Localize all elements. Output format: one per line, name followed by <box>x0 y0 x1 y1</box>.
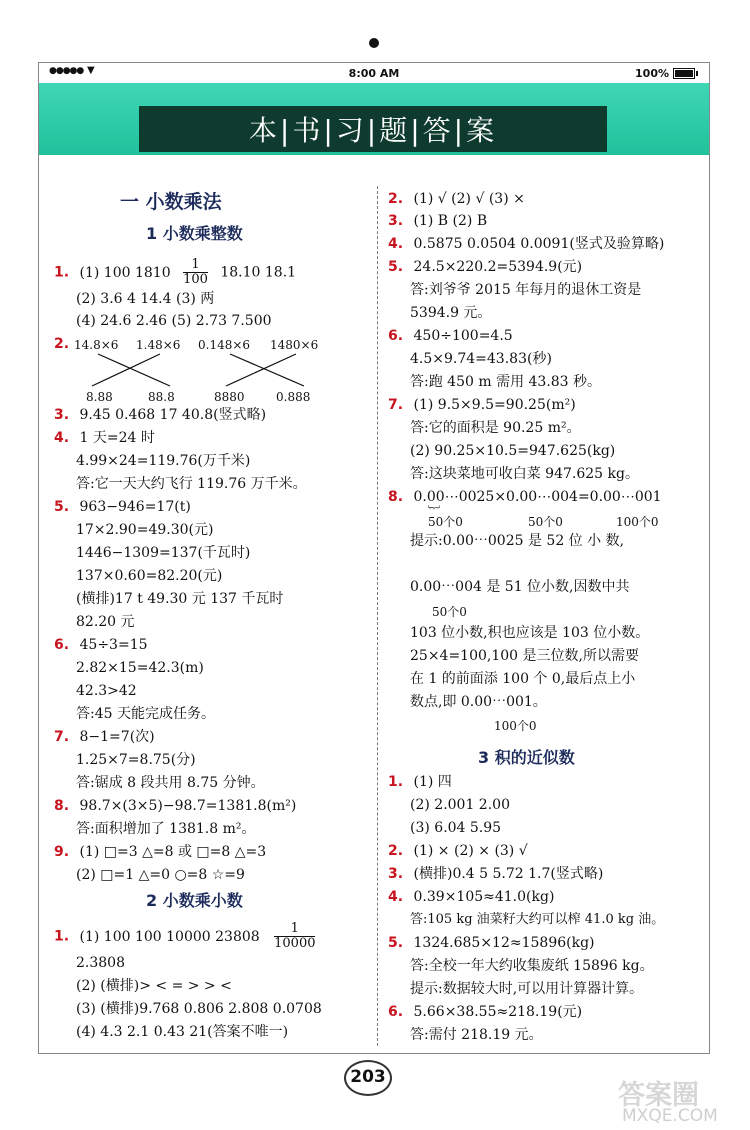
r5-line3: 5394.9 元。 <box>410 305 492 321</box>
fraction-denominator: 100 <box>183 272 208 287</box>
question-number: 1. <box>54 264 70 281</box>
fraction-1-10000 <box>274 922 315 951</box>
q6-line4: 答:45 天能完成任务。 <box>76 706 215 722</box>
q5-line4: 137×0.60=82.20(元) <box>76 568 223 584</box>
q2-matching-lines <box>70 352 330 388</box>
q1-line1 <box>54 258 296 287</box>
q1-line2: (2) 3.6 4 14.4 (3) 两 <box>76 291 215 307</box>
q5-line5: (横排)17 t 49.30 元 137 千瓦时 <box>76 591 284 607</box>
r6-line3: 答:跑 450 m 需用 43.83 秒。 <box>410 374 602 390</box>
r8-brace-5: 100个0 <box>494 719 537 733</box>
q6-line2: 2.82×15=42.3(m) <box>76 660 204 676</box>
brace-label: ︸ <box>428 505 441 519</box>
q5-line1: 5. 963−946=17(t) <box>54 499 191 515</box>
s3-q5-line3: 提示:数据较大时,可以用计算器计算。 <box>410 981 644 997</box>
q7-line2: 1.25×7=8.75(分) <box>76 752 196 768</box>
q2-top-2: 0.148×6 <box>198 338 251 352</box>
q5-line3: 1446−1309=137(千瓦时) <box>76 545 251 561</box>
s3-q3-line: 3. (横排)0.4 5 5.72 1.7(竖式略) <box>388 866 604 882</box>
q7-line3: 答:锯成 8 段共用 8.75 分钟。 <box>76 775 265 791</box>
s3-q1-line3: (3) 6.04 5.95 <box>410 820 502 836</box>
s2-q1-line1: 1. (1) 100 100 10000 $23808 \frac{1}{10000}$ <box>54 921 316 951</box>
r2-line: 2. (1) √ (2) √ (3) × <box>388 191 525 207</box>
r7-line4: 答:这块菜地可收白菜 947.625 kg。 <box>410 466 639 482</box>
q4-line2: 4.99×24=119.76(万千米) <box>76 453 251 469</box>
r6-line1: 6. 450÷100=4.5 <box>388 328 513 344</box>
s2-q1-line2: 2.3808 <box>76 955 125 971</box>
r8-line6: 在 1 的前面添 100 个 0,最后点上小 <box>410 671 636 687</box>
r8-brace-1: 50个0 <box>428 515 463 529</box>
q2-top-0: 14.8×6 <box>74 338 119 352</box>
fraction-denominator: 10000 <box>274 936 316 951</box>
s3-q2-line: 2. (1) × (2) × (3) √ <box>388 843 528 859</box>
r8-brace-3: 100个0 <box>616 515 659 529</box>
s2-q1-line4: (3) (横排)9.768 0.806 2.808 0.0708 <box>76 1001 322 1017</box>
q7-line1: 7. 8−1=7(次) <box>54 729 155 745</box>
q4-line1: 4. 1 天=24 时 <box>54 430 155 446</box>
s3-q5-line1: 5. 1324.685×12≈15896(kg) <box>388 935 595 951</box>
q6-line1: 6. 45÷3=15 <box>54 637 148 653</box>
r8-line3: 0.00⋯004 是 51 位小数,因数中共 <box>410 579 630 595</box>
r6-line2: 4.5×9.74=43.83(秒) <box>410 351 552 367</box>
fraction-1-100 <box>183 258 208 287</box>
r7-line2: 答:它的面积是 90.25 m²。 <box>410 420 581 436</box>
r4-line: 4. 0.5875 0.0504 0.0091(竖式及验算略) <box>388 236 665 252</box>
wifi-icon: ▼ <box>87 65 95 76</box>
q2-top-3: 1480×6 <box>270 338 319 352</box>
watermark-url: MXQE.COM <box>622 1106 718 1126</box>
r5-line1: 5. 24.5×220.2=5394.9(元) <box>388 259 583 275</box>
q8-line2: 答:面积增加了 1381.8 m²。 <box>76 821 256 837</box>
r8-brace-2: 50个0 <box>528 515 563 529</box>
s3-q4-line1: 4. 0.39×105≈41.0(kg) <box>388 889 555 905</box>
page-title: 本|书|习|题|答|案 <box>248 114 498 147</box>
title-box <box>139 106 607 152</box>
q9-line2: (2) □=1 △=0 ○=8 ☆=9 <box>76 867 245 883</box>
s3-q6-line1: 6. 5.66×38.55≈218.19(元) <box>388 1004 583 1020</box>
fraction-numerator: 1 <box>191 257 200 272</box>
signal-icon: ●●●●● <box>49 66 84 76</box>
unit-title: 一 小数乘法 <box>120 191 222 213</box>
fraction-numerator: 1 <box>290 921 299 936</box>
q1-line3: (4) 24.6 2.46 (5) 2.73 7.500 <box>76 313 272 329</box>
r5-line2: 答:刘爷爷 2015 年每月的退休工资是 <box>410 282 642 298</box>
s3-q4-line2: 答:105 kg 油菜籽大约可以榨 41.0 kg 油。 <box>410 912 665 927</box>
r8-line5: 25×4=100,100 是三位数,所以需要 <box>410 648 639 664</box>
q2-bottom-1: 88.8 <box>148 390 175 404</box>
r8-line4: 103 位小数,积也应该是 103 位小数。 <box>410 625 650 641</box>
q3-line: 3. 9.45 0.468 17 40.8(竖式略) <box>54 407 267 423</box>
s3-q1-line1: 1. (1) 四 <box>388 774 452 790</box>
r7-line3: (2) 90.25×10.5=947.625(kg) <box>410 443 616 459</box>
q2-bottom-2: 8880 <box>214 390 245 404</box>
q5-line6: 82.20 元 <box>76 614 135 630</box>
camera-dot <box>369 38 379 48</box>
q2-number: 2. <box>54 336 70 352</box>
q9-line1: 9. (1) □=3 △=8 或 □=8 △=3 <box>54 844 267 860</box>
q2-bottom-3: 0.888 <box>276 390 311 404</box>
q1-part-a: (1) 100 1810 <box>79 264 171 281</box>
s2-q1-line5: (4) 4.3 2.1 0.43 21(答案不唯一) <box>76 1024 289 1040</box>
section-title-1: 1 小数乘整数 <box>146 224 243 243</box>
r7-line1: 7. (1) 9.5×9.5=90.25(m²) <box>388 397 576 413</box>
section-title-2: 2 小数乘小数 <box>146 891 243 910</box>
r8-line1: 8. 0.00⋯0025×0.00⋯004=0.00⋯001 <box>388 489 662 505</box>
s3-q1-line2: (2) 2.001 2.00 <box>410 797 510 813</box>
r8-line7: 数点,即 0.00⋯001。 <box>410 694 547 710</box>
r8-line2: 提示:0.00⋯0025 是 52 位 小 数, <box>410 533 625 549</box>
q8-line1: 8. 98.7×(3×5)−98.7=1381.8(m²) <box>54 798 297 814</box>
q5-line2: 17×2.90=49.30(元) <box>76 522 214 538</box>
status-time: 8:00 AM <box>348 67 400 80</box>
page-number: 203 <box>344 1060 392 1096</box>
battery-icon <box>673 68 695 79</box>
battery-percent: 100% <box>635 67 669 80</box>
r8-brace-4: 50个0 <box>432 605 467 619</box>
q4-line3: 答:它一天大约飞行 119.76 万千米。 <box>76 476 307 492</box>
section-title-3: 3 积的近似数 <box>478 748 575 767</box>
s3-q5-line2: 答:全校一年大约收集废纸 15896 kg。 <box>410 958 654 974</box>
status-bar <box>39 63 709 83</box>
s2-q1-line3: (2) (横排)> < = > > < <box>76 978 232 994</box>
q1-part-b: 18.10 18.1 <box>220 264 297 281</box>
column-divider <box>377 186 378 1046</box>
r3-line: 3. (1) B (2) B <box>388 213 488 229</box>
q2-bottom-0: 8.88 <box>86 390 113 404</box>
q2-top-1: 1.48×6 <box>136 338 181 352</box>
s3-q6-line2: 答:需付 218.19 元。 <box>410 1027 543 1043</box>
watermark-logo: 答案圈 <box>618 1080 699 1111</box>
title-banner <box>39 83 709 155</box>
q6-line3: 42.3>42 <box>76 683 137 699</box>
